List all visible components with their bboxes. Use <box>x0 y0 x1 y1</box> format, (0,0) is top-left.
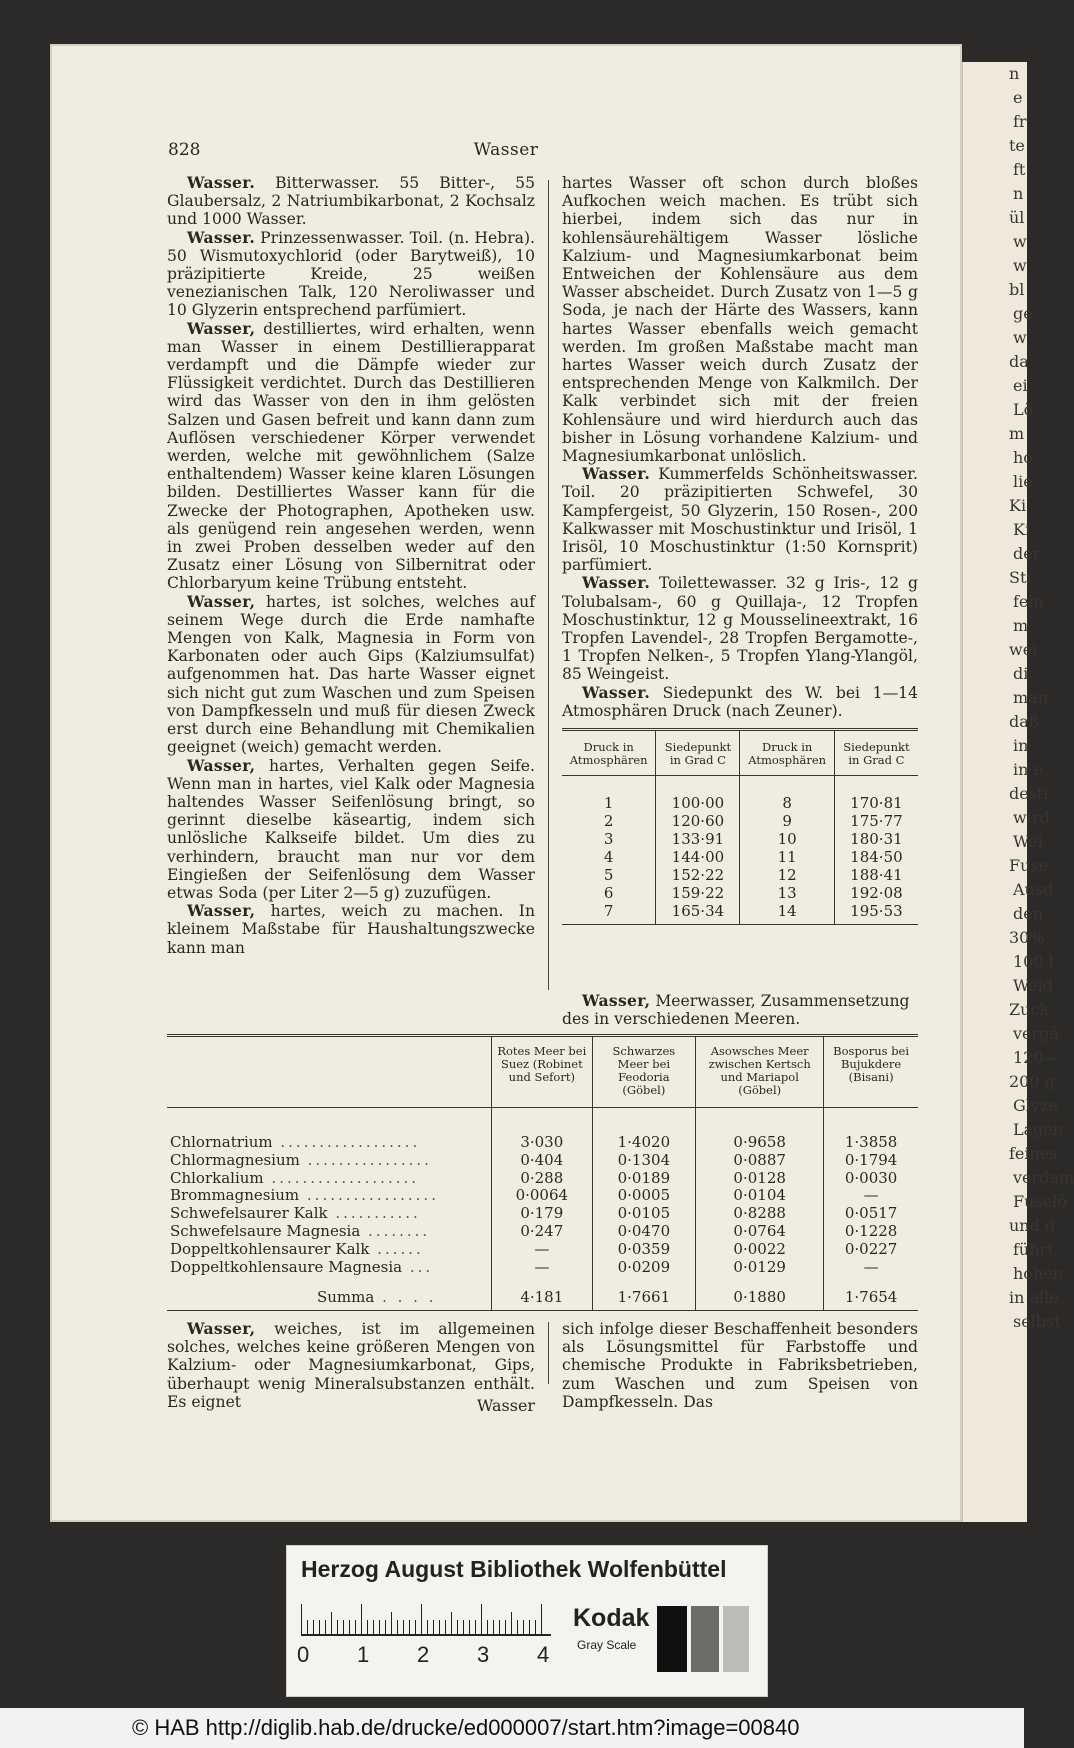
table-cell: 0·9658 <box>696 1134 824 1152</box>
entry-text: hartes, Verhalten gegen Seife. Wenn man in hartes, viel Kalk oder Magnesia haltendes Wasser Seifenlösung bringt, so gerinnt dieselbe käseartig, indem sich unlösliche Kalkseife bildet. Um dies zu verhindern, braucht man nur vor dem Eingießen der Seifenlösung dem Wasser etwas Soda (per Liter 2—5 g) zuzufügen. <box>167 756 535 902</box>
ruler-tick <box>451 1612 452 1634</box>
entry-term: Wasser. <box>187 173 256 192</box>
table-cell: 180·31 <box>834 830 918 848</box>
scale-numbers <box>297 1642 561 1667</box>
row-label-text: Chlorkalium <box>170 1168 264 1187</box>
running-head: Wasser <box>473 140 539 160</box>
entry-text: Bitterwasser. 55 Bitter-, 55 Glaubersalz, 2 Natriumbikarbonat, 2 Kochsalz und 1000 Wasser. <box>167 174 535 229</box>
ruler-tick <box>535 1620 536 1634</box>
table-row <box>562 794 918 812</box>
right-column <box>562 174 918 734</box>
table-cell: 175·77 <box>834 812 918 830</box>
entry-text: sich infolge dieser Beschaffenheit besonders als Lösungsmittel für Farbstoffe und chemische Produkte in Fabriksbetrieben, zum Waschen und zum Speisen von Dampfkesseln. Das <box>562 1320 918 1411</box>
color-calibration-chart <box>286 1545 768 1697</box>
table-cell: 152·22 <box>656 866 740 884</box>
facing-page-fragment: Ki <box>1013 520 1031 539</box>
column-divider <box>548 1322 549 1384</box>
facing-page-fragment: Lagen <box>1013 1120 1064 1139</box>
facing-page-fragment: Ki <box>1009 496 1027 515</box>
facing-page-fragment: feines <box>1009 1144 1058 1163</box>
ruler-tick <box>457 1620 458 1634</box>
dictionary-entry <box>562 684 918 720</box>
table-cell: 0·0227 <box>824 1241 918 1259</box>
black-swatch <box>657 1606 687 1672</box>
table-cell: 0·8288 <box>696 1205 824 1223</box>
facing-page-fragment: da <box>1009 352 1029 371</box>
leader-dots: ...... <box>369 1239 424 1258</box>
facing-page-fragment: verdam <box>1013 1168 1074 1187</box>
table-row <box>562 848 918 866</box>
table-cell: 0·0064 <box>492 1187 593 1205</box>
ruler-tick <box>331 1612 332 1634</box>
row-label <box>167 1134 492 1152</box>
ruler-tick <box>403 1620 404 1634</box>
facing-page-fragment: selbst <box>1013 1312 1061 1331</box>
ruler-tick <box>523 1620 524 1634</box>
facing-page-fragment: Glyze <box>1013 1096 1058 1115</box>
scale-number: 2 <box>417 1642 430 1667</box>
table-row <box>562 830 918 848</box>
entry-term: Wasser, <box>187 755 256 775</box>
table-cell: 0·1880 <box>696 1276 824 1311</box>
boiling-point-table <box>562 728 918 925</box>
row-label <box>167 1187 492 1205</box>
facing-page-fragment: führt, <box>1013 1240 1059 1259</box>
facing-page-fragment: 120— <box>1013 1048 1060 1067</box>
facing-page-fragment: man <box>1013 688 1049 707</box>
table-row <box>562 812 918 830</box>
ruler-tick <box>481 1604 482 1634</box>
ruler-tick <box>343 1620 344 1634</box>
table-cell: 1 <box>603 794 614 812</box>
facing-page-fragment: 30% <box>1009 928 1045 947</box>
facing-page-fragment: 200 g <box>1009 1072 1055 1091</box>
row-label-text: Doppeltkohlensaurer Kalk <box>170 1239 370 1258</box>
table-header: Bosporus bei Bujukdere (Bisani) <box>824 1036 918 1108</box>
table-cell: 0·0887 <box>696 1152 824 1170</box>
row-label-text: Chlornatrium <box>170 1133 273 1151</box>
page-header <box>50 140 962 164</box>
facing-page-fragment: lie <box>1013 472 1033 491</box>
ruler-tick <box>529 1620 530 1634</box>
leader-dots: ........ <box>360 1221 431 1240</box>
ruler-tick <box>439 1620 440 1634</box>
scale-number: 0 <box>297 1642 310 1667</box>
leader-dots: .................. <box>272 1133 421 1151</box>
leader-dots: ................. <box>299 1186 439 1205</box>
entry-term: Wasser, <box>187 901 256 921</box>
table-cell: 0·0359 <box>592 1241 696 1259</box>
table-cell: 3 <box>603 830 614 848</box>
row-label <box>167 1170 492 1188</box>
ruler-tick <box>493 1620 494 1634</box>
ruler-tick <box>379 1620 380 1634</box>
table-cell: 192·08 <box>834 884 918 902</box>
table-cell: 2 <box>603 812 614 830</box>
dictionary-entry <box>167 757 535 903</box>
column-divider <box>548 180 549 990</box>
row-label-text: Schwefelsaure Magnesia <box>170 1221 361 1240</box>
facing-page-fragment: w <box>1013 232 1027 251</box>
facing-page-fragment: Weid <box>1013 976 1053 995</box>
table-cell: — <box>824 1187 918 1205</box>
entry-text: Toilettewasser. 32 g Iris-, 12 g Tolubalsam-, 60 g Quillaja-, 12 Tropfen Moschustinktur, 12 g Mousselineextrakt, 16 Tropfen Lavendel-, 28 Tropfen Bergamotte-, 1 Tropfen Nelken-, 5 Tropfen Ylang-Ylangöl, 85 Weingeist. <box>562 574 918 684</box>
ruler-tick <box>505 1620 506 1634</box>
table-cell: 195·53 <box>834 902 918 925</box>
table-cell: 0·288 <box>492 1170 593 1188</box>
facing-page-fragment: e <box>1013 88 1023 107</box>
entry-text: destilliertes, wird erhalten, wenn man Wasser in einem Destillierapparat verdampft und die Dämpfe wieder zur Flüssigkeit verdichtet. Durch das Destillieren wird das Wasser von den in ihm gelösten Salzen und Gasen befreit und kann dann zum Auflösen verschiedener Körper verwendet werden, welche mit gewöhnlichem (Salze enthaltendem) Wasser keine klaren Lösungen bilden. Destilliertes Wasser kann für die Zwecke der Photographen, Apotheken usw. als genügend rein angesehen werden, wenn in zwei Proben desselben weder auf den Zusatz einer Lösung von Silbernitrat oder Chlorbaryum keine Trübung entsteht. <box>167 319 535 593</box>
table-row <box>167 1187 918 1205</box>
table-header: Siedepunkt in Grad C <box>834 730 918 776</box>
facing-page-fragment: Lö <box>1013 400 1034 419</box>
entry-text: Siedepunkt des W. bei 1—14 Atmosphären Druck (nach Zeuner). <box>562 683 918 720</box>
table-cell: 159·22 <box>656 884 740 902</box>
ruler-tick <box>511 1612 512 1634</box>
facing-page-fragment: daß <box>1009 712 1040 731</box>
row-label-text: Schwefelsaurer Kalk <box>170 1204 328 1223</box>
ruler-tick <box>469 1620 470 1634</box>
table-cell: 0·1228 <box>824 1223 918 1241</box>
facing-page-fragment: fr <box>1013 112 1027 131</box>
table-header-blank <box>167 1036 492 1108</box>
facing-page-fragment: m <box>1013 616 1029 635</box>
entry-term: Wasser, <box>582 991 651 1010</box>
table-cell: 0·0030 <box>824 1170 918 1188</box>
entry-text: Meerwasser, Zusammensetzung des in verschiedenen Meeren. <box>562 992 910 1029</box>
table-row <box>167 1241 918 1259</box>
scale-number: 3 <box>477 1642 490 1667</box>
table-spacer <box>592 1108 696 1135</box>
ruler-tick <box>541 1604 542 1634</box>
facing-page-fragment: und d <box>1009 1216 1056 1235</box>
dictionary-entry <box>167 229 535 320</box>
table-cell: 100·00 <box>656 794 740 812</box>
table-cell: 170·81 <box>834 794 918 812</box>
facing-page-fragment: ho <box>1013 448 1033 467</box>
entry-term: Wasser, <box>187 591 256 611</box>
ruler-tick <box>367 1620 368 1634</box>
table-cell: 0·0189 <box>592 1170 696 1188</box>
table-cell: 120·60 <box>656 812 740 830</box>
facing-page-fragment: der <box>1013 544 1041 563</box>
table-spacer <box>824 1108 918 1135</box>
gray-swatch <box>691 1606 719 1672</box>
table-cell: 0·0022 <box>696 1241 824 1259</box>
table-header: Schwarzes Meer bei Feodoria (Göbel) <box>592 1036 696 1108</box>
facing-page-fragment: ül <box>1009 208 1025 227</box>
page-number: 828 <box>168 140 201 160</box>
table-row <box>562 902 918 925</box>
gray-scale-label: Gray Scale <box>577 1638 637 1652</box>
table-header: Asowsches Meer zwischen Kertsch und Mariapol (Göbel) <box>696 1036 824 1108</box>
ruler-tick <box>337 1620 338 1634</box>
table-cell: 13 <box>740 884 834 902</box>
table-cell: 188·41 <box>834 866 918 884</box>
sum-label <box>167 1276 492 1311</box>
table-row <box>167 1259 918 1277</box>
entry-term: Wasser. <box>582 464 651 484</box>
table-cell: 0·0129 <box>696 1259 824 1277</box>
dictionary-entry <box>167 320 535 593</box>
table-header: Druck in Atmosphären <box>740 730 834 776</box>
facing-page-fragment: ge <box>1013 304 1033 323</box>
facing-page-fragment: ft <box>1013 160 1026 179</box>
facing-page-fragment: den <box>1013 904 1044 923</box>
facing-page-fragment: Wei <box>1013 832 1043 851</box>
table-cell: 1·7661 <box>592 1276 696 1311</box>
ruler-tick <box>463 1620 464 1634</box>
ruler-tick <box>349 1620 350 1634</box>
table-cell: 11 <box>740 848 834 866</box>
book-page <box>50 44 962 1522</box>
table-row <box>167 1152 918 1170</box>
leader-dots: ........... <box>327 1204 421 1223</box>
dictionary-entry <box>562 174 918 465</box>
table-spacer <box>492 1108 593 1135</box>
facing-page-fragment: Zuck <box>1009 1000 1050 1019</box>
facing-page-fragment: n <box>1009 64 1020 83</box>
sum-row <box>167 1276 918 1311</box>
ruler-tick <box>325 1620 326 1634</box>
table-cell: 0·1794 <box>824 1152 918 1170</box>
facing-page-fragment: feln <box>1013 592 1044 611</box>
table-cell: 0·0517 <box>824 1205 918 1223</box>
table-cell: 6 <box>603 884 614 902</box>
facing-page-fragment: in <box>1013 736 1029 755</box>
table-cell: 1·3858 <box>824 1134 918 1152</box>
table-cell: 0·0470 <box>592 1223 696 1241</box>
ruler-tick <box>397 1620 398 1634</box>
table-cell: 184·50 <box>834 848 918 866</box>
table-cell: 1·7654 <box>824 1276 918 1311</box>
ruler-tick <box>487 1620 488 1634</box>
table-cell: 0·0105 <box>592 1205 696 1223</box>
scale-number: 4 <box>537 1642 550 1667</box>
facing-page-edge <box>960 62 1074 1522</box>
facing-page-fragment: hohen <box>1013 1264 1064 1283</box>
table-cell: 0·247 <box>492 1223 593 1241</box>
ruler-tick <box>427 1620 428 1634</box>
table-cell: 8 <box>740 794 834 812</box>
leader-dots: ................ <box>299 1150 432 1169</box>
table-cell: 0·0005 <box>592 1187 696 1205</box>
ruler-tick <box>313 1620 314 1634</box>
table-header: Rotes Meer bei Suez (Robinet und Sefort) <box>492 1036 593 1108</box>
table-row <box>167 1134 918 1152</box>
ruler-tick <box>475 1620 476 1634</box>
ruler-tick <box>421 1604 422 1634</box>
table-cell: 133·91 <box>656 830 740 848</box>
dictionary-entry <box>167 902 535 957</box>
entry-text: Prinzessenwasser. Toil. (n. Hebra). 50 Wismutoxychlorid (oder Barytweiß), 10 präzipitierte Kreide, 25 weißen venezianischen Talk, 120 Neroliwasser und 10 Glyzerin entsprechend parfümiert. <box>167 228 535 320</box>
catchword: Wasser <box>476 1396 536 1415</box>
ruler-tick <box>433 1620 434 1634</box>
row-label <box>167 1152 492 1170</box>
ruler-tick <box>499 1620 500 1634</box>
table-cell: 0·0128 <box>696 1170 824 1188</box>
leader-dots: ................... <box>263 1168 420 1187</box>
meerwasser-entry <box>562 992 918 1028</box>
table-cell: 4·181 <box>492 1276 593 1311</box>
entry-text: weiches, ist im allgemeinen solches, welches keine größeren Mengen von Kalzium- oder Magnesiumkarbonat, Gips, überhaupt wenig Mineralsubstanzen enthält. Es eignet <box>167 1320 535 1411</box>
table-cell: 7 <box>562 902 656 925</box>
table-cell: 12 <box>740 866 834 884</box>
table-cell: 144·00 <box>656 848 740 866</box>
facing-page-fragment: in alle <box>1009 1288 1059 1307</box>
table-row <box>562 884 918 902</box>
table-cell: — <box>492 1259 593 1277</box>
ruler-tick <box>373 1620 374 1634</box>
row-label-text: Chlormagnesium <box>170 1150 300 1169</box>
table-cell: 165·34 <box>656 902 740 925</box>
facing-page-fragment: Fuse <box>1009 856 1049 875</box>
facing-page-fragment: in e <box>1013 760 1043 779</box>
facing-page-fragment: Sti <box>1009 568 1032 587</box>
ruler-tick <box>415 1620 416 1634</box>
table-cell: — <box>824 1259 918 1277</box>
facing-page-fragment: wei <box>1009 640 1038 659</box>
facing-page-fragment: w <box>1013 256 1027 275</box>
table-cell: 1·4020 <box>592 1134 696 1152</box>
table-row <box>167 1205 918 1223</box>
facing-page-fragment: te <box>1009 136 1025 155</box>
table-header: Siedepunkt in Grad C <box>656 730 740 776</box>
table-cell: 3·030 <box>492 1134 593 1152</box>
table-spacer <box>562 776 656 795</box>
ruler-tick <box>355 1620 356 1634</box>
facing-page-fragment: n <box>1013 184 1024 203</box>
facing-page-fragment: desti <box>1009 784 1049 803</box>
row-label <box>167 1205 492 1223</box>
leader-dots: ... <box>402 1257 434 1276</box>
table-cell: 0·0209 <box>592 1259 696 1277</box>
dictionary-entry <box>167 174 535 229</box>
table-header: Druck in Atmosphären <box>562 730 656 776</box>
table-row <box>562 866 918 884</box>
row-label-text: Doppeltkohlensaure Magnesia <box>170 1257 403 1276</box>
sum-label-text: Summa <box>317 1287 375 1306</box>
entry-text: hartes Wasser oft schon durch bloßes Aufkochen weich machen. Es trübt sich hierbei, indem sich das nur in kohlensäurehältigem Wasser lösliche Kalzium- und Magnesiumkarbonat beim Entweichen der Kohlensäure aus dem Wasser abscheidet. Durch Zusatz von 1—5 g Soda, je nach der Härte des Wassers, kann hartes Wasser ebenfalls weich gemacht werden. Im großen Maßstabe macht man hartes Wasser weich durch Zusatz der entsprechenden Menge von Kalkmilch. Der Kalk verbindet sich mit der freien Kohlensäure und wird hierdurch auch das bisher in Lösung vorhandene Kalzium- und Magnesiumkarbonat unlöslich. <box>562 174 918 466</box>
facing-page-fragment: 100 l <box>1013 952 1054 971</box>
facing-page-fragment: Ausd <box>1013 880 1054 899</box>
facing-page-fragment: m <box>1009 424 1025 443</box>
table-cell: 0·0764 <box>696 1223 824 1241</box>
table-cell: 0·1304 <box>592 1152 696 1170</box>
table-spacer <box>740 776 834 795</box>
entry-term: Wasser, <box>187 1319 256 1338</box>
ruler-tick <box>391 1612 392 1634</box>
entry-term: Wasser. <box>582 682 651 702</box>
facing-page-fragment: Fuselö <box>1013 1192 1067 1211</box>
facing-page-fragment: di <box>1013 664 1029 683</box>
row-label-text: Brommagnesium <box>170 1186 300 1205</box>
facing-page-fragment: bl <box>1009 280 1025 299</box>
table-cell: 9 <box>740 812 834 830</box>
scale-number: 1 <box>357 1642 370 1667</box>
table-cell: 0·179 <box>492 1205 593 1223</box>
row-label <box>167 1259 492 1277</box>
scale-ruler <box>301 1600 551 1636</box>
table-spacer <box>167 1108 492 1135</box>
ruler-tick <box>409 1620 410 1634</box>
ruler-tick <box>385 1620 386 1634</box>
table-cell: 0·404 <box>492 1152 593 1170</box>
facing-page-fragment: w <box>1013 328 1027 347</box>
row-label <box>167 1241 492 1259</box>
institution-label: Herzog August Bibliothek Wolfenbüttel <box>301 1556 727 1582</box>
table-row <box>167 1223 918 1241</box>
entry-term: Wasser. <box>582 573 651 593</box>
row-label <box>167 1223 492 1241</box>
table-cell: 14 <box>740 902 834 925</box>
dictionary-entry <box>562 465 918 574</box>
entry-term: Wasser. <box>187 227 256 247</box>
facing-page-fragment: ei <box>1013 376 1028 395</box>
left-column <box>167 174 535 998</box>
copyright-bar: © HAB http://diglib.hab.de/drucke/ed000007/start.htm?image=00840 <box>0 1708 1024 1748</box>
dictionary-entry <box>562 574 918 683</box>
ruler-tick <box>301 1604 302 1634</box>
table-cell: 5 <box>603 866 614 884</box>
table-row <box>167 1170 918 1188</box>
facing-page-fragment: wird <box>1013 808 1050 827</box>
light-gray-swatch <box>723 1606 749 1672</box>
kodak-logo: Kodak <box>573 1604 650 1632</box>
ruler-tick <box>307 1620 308 1634</box>
table-spacer <box>696 1108 824 1135</box>
entry-term: Wasser, <box>187 318 256 338</box>
table-spacer <box>834 776 918 795</box>
table-cell: 4 <box>603 848 614 866</box>
dictionary-entry <box>167 593 535 757</box>
table-spacer <box>656 776 740 795</box>
leader-dots: . . . . <box>374 1287 437 1306</box>
entry-text: hartes, weich zu machen. In kleinem Maßstabe für Haushaltungszwecke kann man <box>167 902 535 957</box>
table-cell: — <box>492 1241 593 1259</box>
facing-page-fragment: vergä <box>1013 1024 1059 1043</box>
table-cell: 0·0104 <box>696 1187 824 1205</box>
entry-text: hartes, ist solches, welches auf seinem Wege durch die Erde namhafte Mengen von Kalk, Magnesia in Form von Karbonaten oder auch Gips (Kalziumsulfat) aufgenommen hat. Das harte Wasser eignet sich nicht gut zum Waschen und zum Speisen von Dampfkesseln und muß für diesen Zweck erst durch eine Behandlung mit Chemikalien geeignet (weich) gemacht werden. <box>167 592 535 757</box>
table-cell: 10 <box>740 830 834 848</box>
seawater-composition-table <box>167 1034 918 1311</box>
ruler-tick <box>517 1620 518 1634</box>
entry-text: Kummerfelds Schönheitswasser. Toil. 20 präzipitierten Schwefel, 30 Kampfergeist, 50 Glyzerin, 150 Rosen-, 200 Kalkwasser mit Moschustinktur und Irisöl, 1 Irisöl, 10 Moschustinktur (1:50 Kornsprit) parfümiert. <box>562 465 918 575</box>
ruler-tick <box>445 1620 446 1634</box>
ruler-tick <box>361 1604 362 1634</box>
ruler-tick <box>319 1620 320 1634</box>
